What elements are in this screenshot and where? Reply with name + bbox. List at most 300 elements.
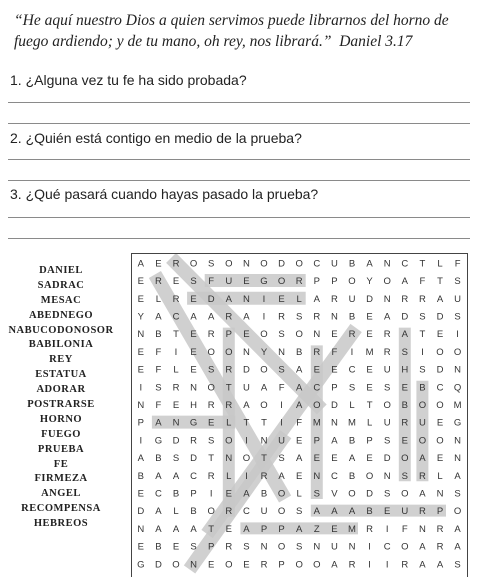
grid-letter[interactable]: S bbox=[419, 311, 426, 323]
grid-letter[interactable]: F bbox=[401, 523, 408, 535]
grid-letter[interactable]: E bbox=[190, 346, 197, 358]
grid-letter[interactable]: E bbox=[331, 364, 338, 376]
grid-letter[interactable]: O bbox=[277, 506, 286, 518]
grid-letter[interactable]: R bbox=[225, 364, 233, 376]
grid-letter[interactable]: N bbox=[383, 258, 391, 270]
grid-letter[interactable]: S bbox=[190, 541, 197, 553]
grid-letter[interactable]: I bbox=[368, 541, 371, 553]
grid-letter[interactable]: T bbox=[366, 399, 373, 411]
grid-letter[interactable]: A bbox=[155, 470, 162, 482]
grid-letter[interactable]: U bbox=[225, 276, 233, 288]
grid-letter[interactable]: O bbox=[295, 329, 303, 341]
grid-letter[interactable]: D bbox=[366, 293, 374, 305]
grid-letter[interactable]: N bbox=[242, 346, 250, 358]
grid-letter[interactable]: N bbox=[225, 453, 233, 465]
grid-letter[interactable]: B bbox=[419, 382, 426, 394]
grid-letter[interactable]: A bbox=[454, 470, 461, 482]
grid-letter[interactable]: B bbox=[348, 258, 356, 270]
grid-letter[interactable]: E bbox=[296, 470, 303, 482]
grid-letter[interactable]: O bbox=[295, 559, 303, 571]
grid-letter[interactable]: O bbox=[260, 364, 268, 376]
grid-letter[interactable]: A bbox=[190, 523, 197, 535]
grid-letter[interactable]: N bbox=[454, 435, 462, 447]
grid-letter[interactable]: E bbox=[208, 559, 215, 571]
grid-letter[interactable]: F bbox=[155, 364, 162, 376]
grid-letter[interactable]: A bbox=[225, 293, 232, 305]
grid-letter[interactable]: S bbox=[384, 382, 391, 394]
grid-letter[interactable]: C bbox=[401, 258, 409, 270]
grid-letter[interactable]: O bbox=[277, 488, 286, 500]
grid-letter[interactable]: A bbox=[190, 311, 197, 323]
grid-letter[interactable]: A bbox=[155, 417, 162, 429]
grid-letter[interactable]: O bbox=[225, 435, 233, 447]
grid-letter[interactable]: G bbox=[453, 417, 462, 429]
answer-line[interactable] bbox=[8, 238, 470, 239]
grid-letter[interactable]: S bbox=[208, 364, 215, 376]
grid-letter[interactable]: A bbox=[436, 559, 444, 571]
grid-letter[interactable]: L bbox=[296, 293, 302, 305]
grid-letter[interactable]: E bbox=[137, 488, 144, 500]
grid-letter[interactable]: B bbox=[348, 435, 356, 447]
grid-letter[interactable]: P bbox=[313, 276, 320, 288]
grid-letter[interactable]: N bbox=[260, 435, 268, 447]
grid-letter[interactable]: D bbox=[366, 488, 374, 500]
grid-letter[interactable]: R bbox=[418, 506, 426, 518]
grid-letter[interactable]: D bbox=[383, 453, 391, 465]
grid-letter[interactable]: R bbox=[225, 541, 233, 553]
grid-letter[interactable]: R bbox=[313, 311, 321, 323]
grid-letter[interactable]: N bbox=[313, 541, 321, 553]
grid-letter[interactable]: A bbox=[384, 311, 391, 323]
grid-letter[interactable]: R bbox=[260, 559, 268, 571]
grid-letter[interactable]: T bbox=[208, 453, 215, 465]
grid-letter[interactable]: E bbox=[366, 453, 373, 465]
grid-letter[interactable]: A bbox=[137, 453, 144, 465]
grid-letter[interactable]: P bbox=[436, 506, 444, 518]
grid-letter[interactable]: A bbox=[436, 293, 444, 305]
grid-letter[interactable]: E bbox=[401, 382, 408, 394]
grid-letter[interactable]: A bbox=[331, 435, 338, 447]
grid-letter[interactable]: O bbox=[207, 506, 215, 518]
grid-letter[interactable]: G bbox=[154, 435, 163, 447]
grid-letter[interactable]: Y bbox=[260, 346, 268, 358]
grid-letter[interactable]: Y bbox=[366, 276, 373, 288]
grid-letter[interactable]: B bbox=[155, 541, 162, 553]
grid-letter[interactable]: O bbox=[401, 541, 409, 553]
grid-letter[interactable]: A bbox=[366, 258, 373, 270]
grid-letter[interactable]: R bbox=[401, 417, 409, 429]
grid-letter[interactable]: I bbox=[262, 293, 266, 305]
grid-letter[interactable]: P bbox=[260, 523, 268, 535]
grid-letter[interactable]: D bbox=[330, 399, 338, 411]
grid-letter[interactable]: P bbox=[208, 541, 215, 553]
grid-letter[interactable]: A bbox=[208, 311, 215, 323]
grid-letter[interactable]: B bbox=[348, 311, 356, 323]
grid-letter[interactable]: I bbox=[368, 559, 371, 571]
grid-letter[interactable]: D bbox=[401, 311, 409, 323]
grid-letter[interactable]: M bbox=[348, 523, 356, 535]
grid-letter[interactable]: N bbox=[137, 399, 145, 411]
grid-letter[interactable]: O bbox=[313, 559, 321, 571]
grid-letter[interactable]: F bbox=[208, 276, 215, 288]
grid-letter[interactable]: E bbox=[331, 329, 338, 341]
grid-letter[interactable]: C bbox=[242, 506, 250, 518]
grid-letter[interactable]: O bbox=[295, 258, 303, 270]
grid-letter[interactable]: I bbox=[245, 470, 248, 482]
grid-letter[interactable]: E bbox=[137, 364, 144, 376]
grid-letter[interactable]: R bbox=[313, 346, 321, 358]
grid-letter[interactable]: O bbox=[277, 276, 286, 288]
grid-letter[interactable]: R bbox=[418, 470, 426, 482]
grid-letter[interactable]: O bbox=[242, 453, 251, 465]
grid-letter[interactable]: A bbox=[313, 293, 320, 305]
grid-letter[interactable]: N bbox=[172, 417, 180, 429]
grid-letter[interactable]: L bbox=[437, 258, 443, 270]
grid-letter[interactable]: E bbox=[137, 276, 144, 288]
grid-letter[interactable]: E bbox=[225, 488, 232, 500]
grid-letter[interactable]: F bbox=[454, 258, 461, 270]
grid-letter[interactable]: D bbox=[190, 453, 198, 465]
grid-letter[interactable]: N bbox=[383, 293, 391, 305]
answer-line[interactable] bbox=[8, 123, 470, 124]
grid-letter[interactable]: L bbox=[155, 293, 162, 305]
grid-letter[interactable]: A bbox=[348, 506, 356, 518]
grid-letter[interactable]: Y bbox=[137, 311, 144, 323]
grid-letter[interactable]: S bbox=[419, 364, 426, 376]
grid-letter[interactable]: R bbox=[436, 541, 444, 553]
grid-letter[interactable]: U bbox=[418, 417, 426, 429]
grid-letter[interactable]: S bbox=[155, 382, 162, 394]
grid-letter[interactable]: T bbox=[261, 417, 267, 429]
grid-letter[interactable]: P bbox=[225, 329, 232, 341]
grid-letter[interactable]: R bbox=[418, 293, 426, 305]
grid-letter[interactable]: P bbox=[313, 435, 320, 447]
grid-letter[interactable]: R bbox=[278, 311, 286, 323]
grid-letter[interactable]: I bbox=[262, 311, 266, 323]
grid-letter[interactable]: S bbox=[296, 506, 303, 518]
grid-letter[interactable]: A bbox=[401, 329, 408, 341]
grid-letter[interactable]: R bbox=[225, 311, 233, 323]
grid-letter[interactable]: E bbox=[401, 435, 408, 447]
grid-letter[interactable]: B bbox=[172, 488, 180, 500]
answer-line[interactable] bbox=[8, 217, 470, 218]
grid-letter[interactable]: S bbox=[454, 311, 461, 323]
grid-letter[interactable]: A bbox=[296, 382, 303, 394]
grid-letter[interactable]: H bbox=[401, 364, 409, 376]
grid-letter[interactable]: N bbox=[260, 541, 268, 553]
grid-letter[interactable]: L bbox=[173, 364, 179, 376]
grid-letter[interactable]: N bbox=[454, 364, 462, 376]
grid-letter[interactable]: I bbox=[139, 435, 143, 447]
grid-letter[interactable]: S bbox=[208, 258, 215, 270]
grid-letter[interactable]: S bbox=[296, 541, 303, 553]
grid-letter[interactable]: I bbox=[280, 417, 283, 429]
grid-letter[interactable]: N bbox=[348, 541, 356, 553]
grid-letter[interactable]: O bbox=[348, 488, 356, 500]
grid-letter[interactable]: L bbox=[437, 470, 443, 482]
grid-letter[interactable]: N bbox=[330, 417, 338, 429]
grid-letter[interactable]: I bbox=[139, 382, 143, 394]
grid-letter[interactable]: S bbox=[384, 488, 391, 500]
grid-letter[interactable]: E bbox=[366, 311, 373, 323]
grid-letter[interactable]: O bbox=[260, 399, 268, 411]
grid-letter[interactable]: E bbox=[172, 541, 180, 553]
grid-letter[interactable]: P bbox=[331, 276, 338, 288]
grid-letter[interactable]: S bbox=[208, 435, 215, 447]
grid-letter[interactable]: A bbox=[243, 311, 250, 323]
grid-letter[interactable]: B bbox=[137, 470, 144, 482]
grid-letter[interactable]: O bbox=[172, 559, 180, 571]
grid-letter[interactable]: O bbox=[453, 346, 462, 358]
grid-letter[interactable]: O bbox=[436, 346, 444, 358]
grid-letter[interactable]: E bbox=[384, 506, 391, 518]
grid-letter[interactable]: R bbox=[225, 506, 233, 518]
grid-letter[interactable]: F bbox=[419, 276, 426, 288]
grid-letter[interactable]: C bbox=[313, 382, 321, 394]
grid-letter[interactable]: A bbox=[155, 523, 162, 535]
grid-letter[interactable]: A bbox=[296, 399, 303, 411]
grid-letter[interactable]: R bbox=[207, 470, 215, 482]
grid-letter[interactable]: B bbox=[348, 470, 356, 482]
grid-letter[interactable]: E bbox=[436, 417, 444, 429]
grid-letter[interactable]: A bbox=[331, 506, 338, 518]
grid-letter[interactable]: A bbox=[172, 470, 180, 482]
grid-letter[interactable]: N bbox=[313, 329, 321, 341]
grid-letter[interactable]: S bbox=[454, 559, 461, 571]
grid-letter[interactable]: O bbox=[418, 399, 427, 411]
grid-letter[interactable]: C bbox=[330, 470, 338, 482]
grid-letter[interactable]: R bbox=[295, 276, 303, 288]
grid-letter[interactable]: O bbox=[436, 399, 444, 411]
grid-letter[interactable]: R bbox=[172, 258, 180, 270]
grid-letter[interactable]: D bbox=[207, 293, 215, 305]
grid-letter[interactable]: I bbox=[421, 346, 424, 358]
grid-letter[interactable]: M bbox=[312, 417, 321, 429]
grid-letter[interactable]: P bbox=[278, 559, 285, 571]
grid-letter[interactable]: S bbox=[278, 364, 285, 376]
grid-letter[interactable]: U bbox=[242, 382, 250, 394]
grid-letter[interactable]: R bbox=[401, 559, 409, 571]
grid-letter[interactable]: T bbox=[419, 258, 426, 270]
grid-letter[interactable]: A bbox=[401, 276, 408, 288]
grid-letter[interactable]: E bbox=[190, 364, 197, 376]
grid-letter[interactable]: O bbox=[277, 541, 286, 553]
grid-letter[interactable]: O bbox=[401, 488, 409, 500]
grid-letter[interactable]: L bbox=[366, 417, 373, 429]
grid-letter[interactable]: S bbox=[190, 276, 197, 288]
grid-letter[interactable]: S bbox=[243, 541, 250, 553]
grid-letter[interactable]: I bbox=[456, 329, 459, 341]
answer-line[interactable] bbox=[8, 159, 470, 160]
grid-letter[interactable]: E bbox=[172, 276, 180, 288]
grid-letter[interactable]: S bbox=[313, 488, 320, 500]
grid-letter[interactable]: M bbox=[453, 399, 462, 411]
grid-letter[interactable]: C bbox=[172, 311, 180, 323]
grid-letter[interactable]: I bbox=[209, 488, 213, 500]
grid-letter[interactable]: E bbox=[172, 399, 180, 411]
grid-letter[interactable]: E bbox=[243, 276, 250, 288]
grid-letter[interactable]: N bbox=[242, 258, 250, 270]
grid-letter[interactable]: R bbox=[154, 276, 162, 288]
grid-letter[interactable]: R bbox=[383, 329, 391, 341]
grid-letter[interactable]: U bbox=[454, 293, 462, 305]
grid-letter[interactable]: M bbox=[348, 417, 356, 429]
grid-letter[interactable]: A bbox=[419, 559, 426, 571]
grid-letter[interactable]: E bbox=[313, 453, 320, 465]
grid-letter[interactable]: E bbox=[243, 559, 250, 571]
grid-letter[interactable]: N bbox=[242, 293, 250, 305]
grid-letter[interactable]: U bbox=[348, 293, 356, 305]
grid-letter[interactable]: A bbox=[454, 541, 461, 553]
grid-letter[interactable]: P bbox=[137, 417, 144, 429]
grid-letter[interactable]: E bbox=[137, 346, 144, 358]
grid-letter[interactable]: L bbox=[173, 506, 179, 518]
grid-letter[interactable]: C bbox=[383, 541, 391, 553]
grid-letter[interactable]: V bbox=[331, 488, 338, 500]
grid-letter[interactable]: E bbox=[331, 523, 338, 535]
grid-letter[interactable]: R bbox=[436, 523, 444, 535]
grid-letter[interactable]: D bbox=[242, 364, 250, 376]
grid-letter[interactable]: S bbox=[401, 346, 408, 358]
grid-letter[interactable]: A bbox=[260, 382, 268, 394]
grid-letter[interactable]: C bbox=[190, 470, 198, 482]
grid-letter[interactable]: R bbox=[383, 346, 391, 358]
grid-letter[interactable]: R bbox=[172, 382, 180, 394]
grid-letter[interactable]: E bbox=[190, 293, 197, 305]
grid-letter[interactable]: U bbox=[401, 506, 409, 518]
grid-letter[interactable]: I bbox=[280, 399, 283, 411]
grid-letter[interactable]: E bbox=[313, 364, 320, 376]
grid-letter[interactable]: N bbox=[454, 453, 462, 465]
grid-letter[interactable]: N bbox=[190, 559, 198, 571]
grid-letter[interactable]: S bbox=[454, 276, 461, 288]
grid-letter[interactable]: U bbox=[383, 364, 391, 376]
grid-letter[interactable]: P bbox=[331, 382, 338, 394]
grid-letter[interactable]: S bbox=[296, 311, 303, 323]
grid-letter[interactable]: G bbox=[137, 559, 145, 571]
grid-letter[interactable]: S bbox=[278, 453, 285, 465]
grid-letter[interactable]: N bbox=[383, 470, 391, 482]
grid-letter[interactable]: A bbox=[296, 453, 303, 465]
grid-letter[interactable]: O bbox=[453, 506, 462, 518]
grid-letter[interactable]: E bbox=[366, 364, 373, 376]
grid-letter[interactable]: U bbox=[330, 258, 338, 270]
grid-letter[interactable]: A bbox=[348, 453, 356, 465]
grid-letter[interactable]: R bbox=[225, 399, 233, 411]
grid-letter[interactable]: U bbox=[260, 506, 268, 518]
grid-letter[interactable]: R bbox=[190, 435, 198, 447]
grid-letter[interactable]: O bbox=[383, 276, 391, 288]
grid-letter[interactable]: C bbox=[313, 258, 321, 270]
grid-letter[interactable]: I bbox=[350, 346, 354, 358]
grid-letter[interactable]: U bbox=[278, 435, 286, 447]
grid-letter[interactable]: L bbox=[296, 488, 302, 500]
grid-letter[interactable]: F bbox=[155, 346, 162, 358]
grid-letter[interactable]: T bbox=[225, 382, 232, 394]
grid-letter[interactable]: N bbox=[436, 488, 444, 500]
grid-letter[interactable]: A bbox=[243, 488, 250, 500]
grid-letter[interactable]: N bbox=[190, 382, 198, 394]
grid-letter[interactable]: R bbox=[348, 329, 356, 341]
grid-letter[interactable]: C bbox=[348, 364, 356, 376]
grid-letter[interactable]: E bbox=[208, 417, 215, 429]
grid-letter[interactable]: N bbox=[137, 523, 145, 535]
grid-letter[interactable]: P bbox=[366, 435, 373, 447]
grid-letter[interactable]: Z bbox=[313, 523, 320, 535]
grid-letter[interactable]: P bbox=[190, 488, 197, 500]
grid-letter[interactable]: E bbox=[296, 435, 303, 447]
grid-letter[interactable]: B bbox=[296, 346, 303, 358]
grid-letter[interactable]: S bbox=[401, 470, 408, 482]
grid-letter[interactable]: T bbox=[208, 523, 215, 535]
grid-letter[interactable]: E bbox=[243, 329, 250, 341]
grid-letter[interactable]: O bbox=[225, 559, 233, 571]
grid-letter[interactable]: R bbox=[348, 559, 356, 571]
grid-letter[interactable]: O bbox=[365, 470, 374, 482]
grid-letter[interactable]: A bbox=[419, 541, 426, 553]
grid-letter[interactable]: E bbox=[278, 293, 285, 305]
grid-letter[interactable]: S bbox=[348, 382, 356, 394]
grid-letter[interactable]: R bbox=[330, 293, 338, 305]
grid-letter[interactable]: A bbox=[419, 488, 426, 500]
grid-letter[interactable]: F bbox=[278, 382, 285, 394]
grid-letter[interactable]: B bbox=[155, 453, 162, 465]
grid-letter[interactable]: S bbox=[454, 488, 461, 500]
grid-letter[interactable]: I bbox=[245, 435, 248, 447]
grid-letter[interactable]: A bbox=[313, 506, 320, 518]
grid-letter[interactable]: T bbox=[173, 329, 179, 341]
grid-letter[interactable]: E bbox=[366, 329, 373, 341]
grid-letter[interactable]: E bbox=[137, 293, 144, 305]
grid-letter[interactable]: R bbox=[207, 399, 215, 411]
grid-letter[interactable]: M bbox=[365, 346, 374, 358]
grid-letter[interactable]: L bbox=[226, 417, 232, 429]
grid-letter[interactable]: C bbox=[436, 382, 444, 394]
grid-letter[interactable]: A bbox=[155, 311, 162, 323]
grid-letter[interactable]: S bbox=[278, 329, 285, 341]
grid-letter[interactable]: U bbox=[383, 417, 391, 429]
answer-line[interactable] bbox=[8, 102, 470, 103]
grid-letter[interactable]: B bbox=[401, 399, 408, 411]
grid-letter[interactable]: E bbox=[436, 329, 444, 341]
grid-letter[interactable]: O bbox=[401, 453, 409, 465]
grid-letter[interactable]: A bbox=[454, 523, 461, 535]
grid-letter[interactable]: A bbox=[419, 453, 426, 465]
grid-letter[interactable]: A bbox=[243, 399, 250, 411]
grid-letter[interactable]: N bbox=[137, 329, 145, 341]
grid-letter[interactable]: L bbox=[226, 470, 232, 482]
grid-letter[interactable]: I bbox=[174, 346, 178, 358]
grid-letter[interactable]: F bbox=[296, 417, 303, 429]
grid-letter[interactable]: H bbox=[190, 399, 198, 411]
grid-letter[interactable]: G bbox=[189, 417, 198, 429]
grid-letter[interactable]: R bbox=[207, 329, 215, 341]
grid-letter[interactable]: O bbox=[418, 435, 427, 447]
grid-letter[interactable]: B bbox=[155, 329, 162, 341]
grid-letter[interactable]: O bbox=[313, 399, 321, 411]
grid-letter[interactable]: R bbox=[366, 523, 374, 535]
grid-letter[interactable]: O bbox=[260, 258, 268, 270]
answer-line[interactable] bbox=[8, 180, 470, 181]
grid-letter[interactable]: I bbox=[385, 559, 389, 571]
grid-letter[interactable]: N bbox=[330, 311, 338, 323]
grid-letter[interactable]: F bbox=[155, 399, 162, 411]
grid-letter[interactable]: T bbox=[261, 453, 267, 465]
grid-letter[interactable]: B bbox=[366, 506, 373, 518]
grid-letter[interactable]: Q bbox=[453, 382, 462, 394]
grid-letter[interactable]: E bbox=[331, 453, 338, 465]
grid-letter[interactable]: E bbox=[225, 523, 232, 535]
